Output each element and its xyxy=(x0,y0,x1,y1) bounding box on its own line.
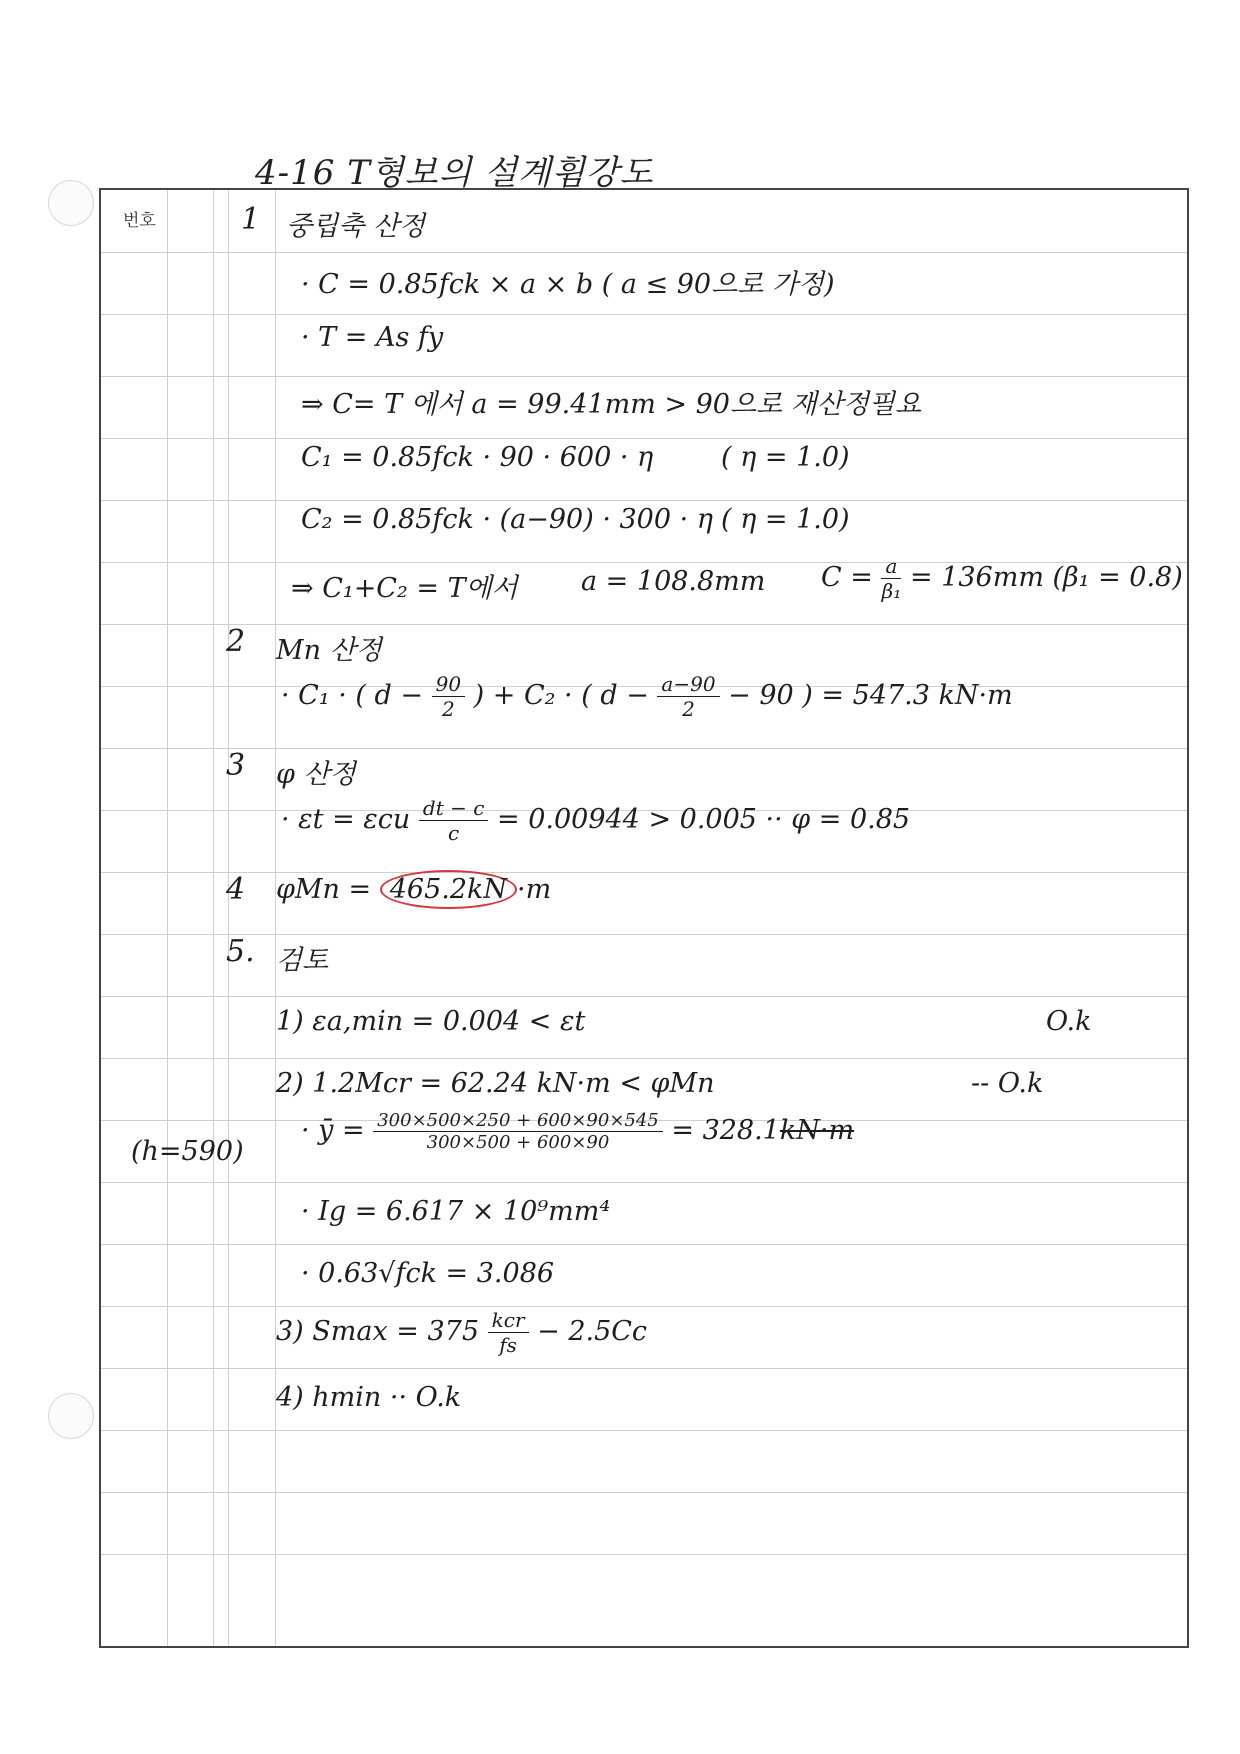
ruled-line xyxy=(101,1244,1187,1245)
ruled-line xyxy=(101,314,1187,315)
ruled-line xyxy=(101,872,1187,873)
tension-force-equation: · T = As fy xyxy=(301,322,444,353)
step-number: 2 xyxy=(226,624,246,659)
ruled-line xyxy=(101,1058,1187,1059)
side-note-height: (h=590) xyxy=(131,1136,244,1167)
step-heading: 검토 xyxy=(276,945,329,976)
neutral-axis-result: C = $\frac{a}{\text{β₁}}$ = 136mm (β₁ = 0.8) xyxy=(821,554,1183,603)
centroid-equation: · ȳ = $\frac{300\times 500\times 250 + 600\times 90\times 545}{300\times 500 + 600\times 90}$ = 328.1kN·m xyxy=(301,1110,855,1153)
ruled-line xyxy=(101,500,1187,501)
fraction: $\frac{dt - c}{c}$ xyxy=(419,796,489,845)
circled-result: 465.2kN xyxy=(380,870,517,909)
design-moment-result: φMn = 465.2kN ·m xyxy=(276,870,551,909)
column-divider-2 xyxy=(213,190,214,1646)
ruled-line xyxy=(101,1492,1187,1493)
depth-result: a = 108.8mm xyxy=(581,566,766,597)
ruled-line xyxy=(101,376,1187,377)
depth-solution: ⇒ C= T 에서 a = 99.41mm > 90으로 재산정필요 xyxy=(301,389,922,420)
step-number: 5. xyxy=(226,934,255,969)
fraction: $\frac{300\times 500\times 250 + 600\times 90\times 545}{300\times 500 + 600\times 90}$ xyxy=(373,1110,663,1153)
binder-hole-bottom xyxy=(48,1393,94,1439)
c1-eta: ( η = 1.0) xyxy=(721,442,850,473)
binder-hole-top xyxy=(48,180,94,226)
check-min-height: 4) hmin ·· O.k xyxy=(276,1382,462,1413)
check-strain-ok: O.k xyxy=(1046,1006,1092,1037)
ruled-line xyxy=(101,1368,1187,1369)
moment-of-inertia: · Ig = 6.617 × 10⁹mm⁴ xyxy=(301,1196,611,1227)
ruled-line xyxy=(101,934,1187,935)
step-number: 3 xyxy=(226,748,246,783)
c2-equation: C₂ = 0.85fck · (a−90) · 300 · η xyxy=(301,504,713,535)
ruled-sheet xyxy=(99,188,1189,1648)
step-number: 4 xyxy=(226,872,246,907)
column-divider-3 xyxy=(228,190,229,1646)
struck-unit: kN·m xyxy=(779,1115,855,1146)
step-number: 1 xyxy=(241,202,261,237)
c2-eta: ( η = 1.0) xyxy=(721,504,850,535)
step-heading: Mn 산정 xyxy=(276,635,382,666)
ruled-line xyxy=(101,748,1187,749)
ruled-line xyxy=(101,624,1187,625)
ruled-line xyxy=(101,996,1187,997)
column-divider-4 xyxy=(275,190,276,1646)
fraction: $\frac{\text{kcr}}{fs}$ xyxy=(488,1308,529,1357)
check-cracking-ok: -- O.k xyxy=(971,1068,1044,1099)
check-spacing: 3) Smax = 375 $\frac{\text{kcr}}{fs}$ − 2.5Cc xyxy=(276,1308,648,1357)
step-heading: φ 산정 xyxy=(276,759,356,790)
fraction: $\frac{a-90}{2}$ xyxy=(657,672,719,721)
ruled-line xyxy=(101,1554,1187,1555)
ruled-line xyxy=(101,438,1187,439)
rupture-modulus: · 0.63√fck = 3.086 xyxy=(301,1258,555,1289)
strain-equation: · εt = εcu $\frac{dt - c}{c}$ = 0.00944 > 0.005 ·· φ = 0.85 xyxy=(281,796,911,845)
ruled-line xyxy=(101,252,1187,253)
number-column-label: 번호 xyxy=(123,211,156,231)
fraction: $\frac{90}{2}$ xyxy=(432,672,465,721)
c1-c2-solution: ⇒ C₁+C₂ = T에서 xyxy=(291,573,518,604)
column-divider-1 xyxy=(167,190,168,1646)
fraction: $\frac{a}{\text{β₁}}$ xyxy=(881,554,902,603)
ruled-line xyxy=(101,1306,1187,1307)
c1-equation: C₁ = 0.85fck · 90 · 600 · η xyxy=(301,442,654,473)
ruled-line xyxy=(101,1182,1187,1183)
check-cracking-moment: 2) 1.2Mcr = 62.24 kN·m < φMn xyxy=(276,1068,715,1099)
ruled-line xyxy=(101,1430,1187,1431)
step-heading: 중립축 산정 xyxy=(286,211,425,242)
nominal-moment-equation: · C₁ · ( d − $\frac{90}{2}$ ) + C₂ · ( d − $\frac{a-90}{2}$ − 90 ) = 547.3 kN·m xyxy=(281,672,1013,721)
page-title: 4-16 T형보의 설계휨강도 xyxy=(255,153,654,193)
compression-force-equation: · C = 0.85fck × a × b ( a ≤ 90으로 가정) xyxy=(301,269,835,300)
check-strain: 1) εa,min = 0.004 < εt xyxy=(276,1006,586,1037)
